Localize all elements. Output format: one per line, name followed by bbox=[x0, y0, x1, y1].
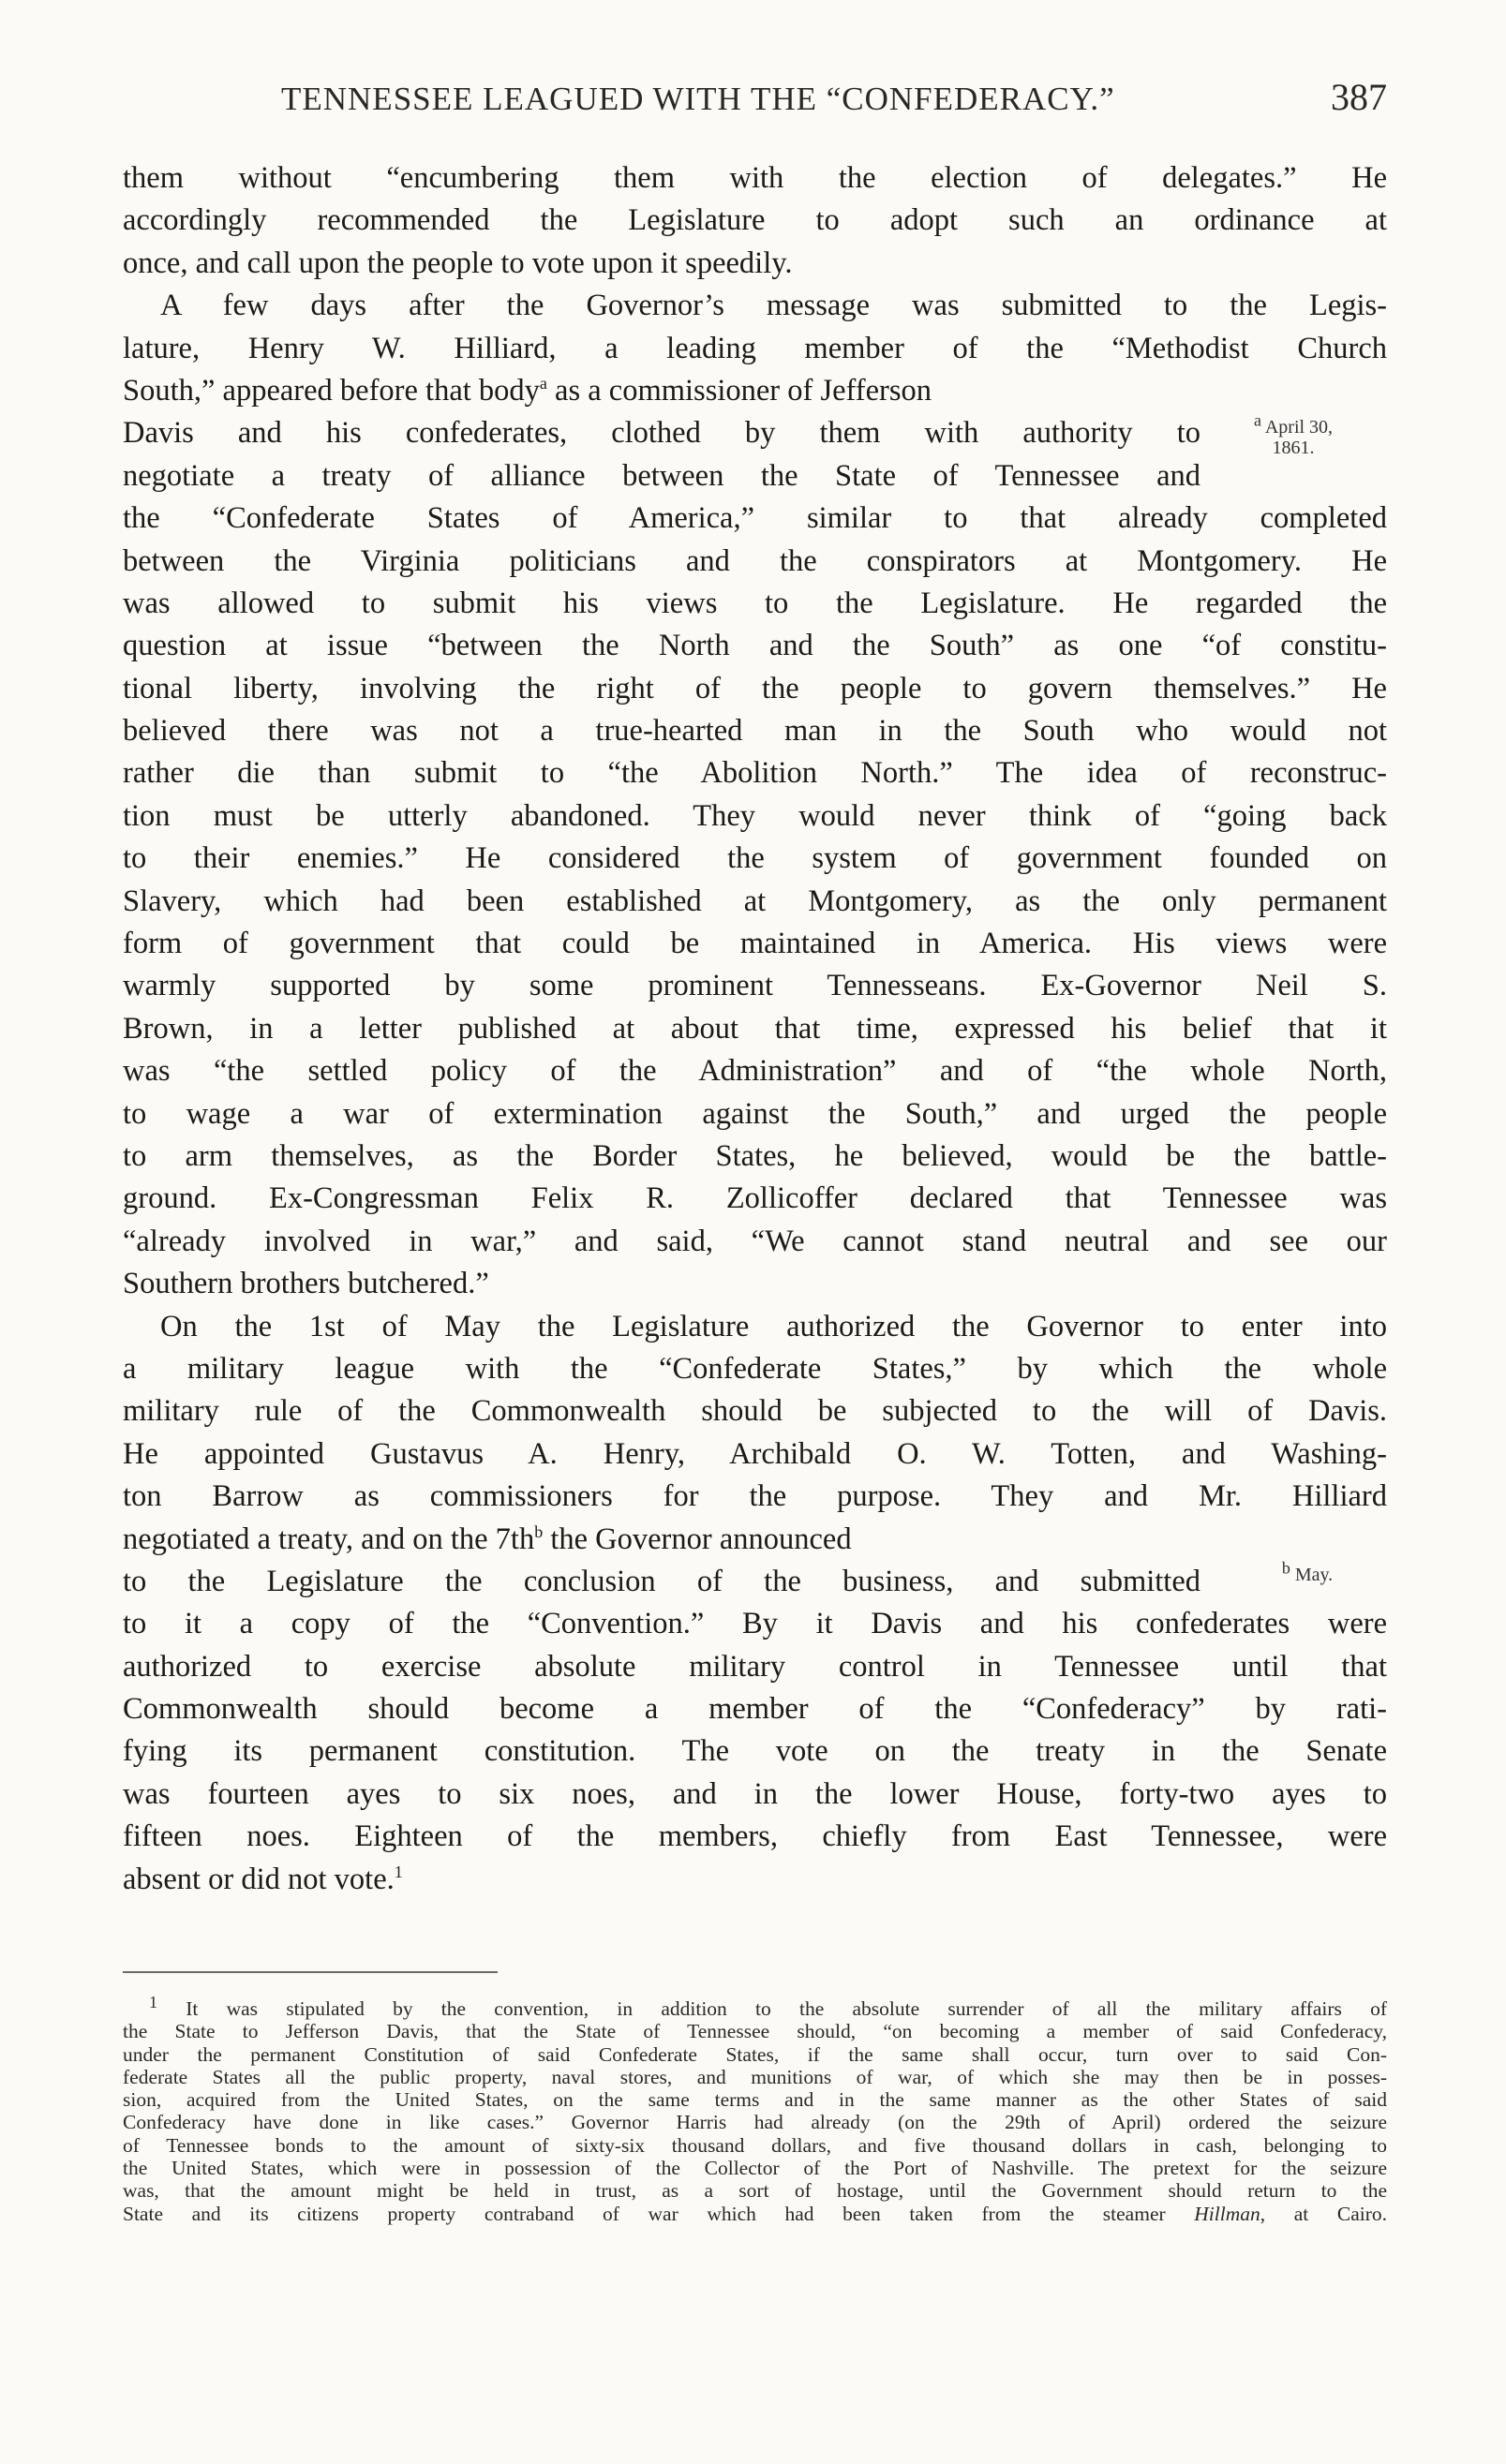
footnote-line: of Tennessee bonds to the amount of sixty-six thousand dollars, and five thousand dollars in cash, belonging to bbox=[123, 2133, 1387, 2157]
text-line: lature, Henry W. Hilliard, a leading member of the “Methodist Church bbox=[123, 331, 1387, 365]
text-line: On the 1st of May the Legislature authorized the Governor to enter into bbox=[160, 1309, 1387, 1343]
footnote-line: was, that the amount might be held in trust, as a sort of hostage, until the Government should return to the bbox=[123, 2179, 1387, 2203]
margin-note-mark-a: a bbox=[1253, 410, 1261, 430]
running-title: TENNESSEE LEAGUED WITH THE “CONFEDERACY.” bbox=[281, 81, 1115, 117]
text-segment: absent or did not vote. bbox=[123, 1862, 395, 1896]
footnote-line: the United States, which were in possession of the Collector of the Port of Nashville. The pretext for the seizure bbox=[123, 2157, 1387, 2180]
footnote-line bbox=[123, 1992, 1388, 2020]
footnote-line bbox=[123, 2203, 1387, 2225]
text-line: fying its permanent constitution. The vote on the treaty in the Senate bbox=[123, 1734, 1387, 1769]
text-line: the “Confederate States of America,” similar to that already completed bbox=[123, 501, 1387, 536]
text-line: a military league with the “Confederate States,” by which the whole bbox=[123, 1351, 1387, 1386]
margin-note-mark-b: b bbox=[1281, 1558, 1290, 1578]
footnote-marker: 1 bbox=[149, 1992, 157, 2011]
footnote-line: under the permanent Constitution of said Confederate States, if the same shall occur, turn over to said Con- bbox=[123, 2042, 1387, 2066]
footnote-line: federate States all the public property, naval stores, and munitions of war, of which she may then be in posses- bbox=[123, 2065, 1387, 2088]
footnote-line: the State to Jefferson Davis, that the State of Tennessee should, “on becoming a member of said Confederacy, bbox=[123, 2020, 1387, 2043]
text-line: was allowed to submit his views to the Legislature. He regarded the bbox=[123, 586, 1387, 620]
text-line bbox=[123, 1859, 1387, 1901]
text-line: A few days after the Governor’s message was submitted to the Legis- bbox=[160, 289, 1387, 323]
text-line: question at issue “between the North and the South” as one “of constitu- bbox=[123, 629, 1387, 663]
text-line: once, and call upon the people to vote upon it speedily. bbox=[123, 245, 793, 280]
margin-note-text-may: May. bbox=[1294, 1565, 1334, 1585]
text-line: military rule of the Commonwealth should be subjected to the will of Davis. bbox=[123, 1394, 1387, 1429]
footnote-line: sion, acquired from the United States, on the same terms and in the same manner as the other States of said bbox=[123, 2088, 1387, 2112]
text-line: to wage a war of extermination against the South,” and urged the people bbox=[123, 1096, 1387, 1131]
text-line: believed there was not a true-hearted man in the South who would not bbox=[123, 714, 1387, 749]
text-line: between the Virginia politicians and the conspirators at Montgomery. He bbox=[123, 543, 1387, 578]
footnote-divider bbox=[123, 1971, 498, 1973]
footnote bbox=[123, 1992, 1388, 2225]
text-line: Commonwealth should become a member of the “Confederacy” by rati- bbox=[123, 1692, 1387, 1727]
text-line: fifteen noes. Eighteen of the members, chiefly from East Tennessee, were bbox=[123, 1819, 1387, 1854]
footnote-ref-1: 1 bbox=[394, 1862, 403, 1881]
text-segment: as a commissioner of Jefferson bbox=[555, 373, 932, 408]
footnote-line: Confederacy have done in like cases.” Governor Harris had already (on the 29th of April) ordered the seizure bbox=[123, 2111, 1387, 2134]
margin-note-text-april: April 30, 1861. bbox=[1264, 417, 1334, 458]
text-segment: the Governor announced bbox=[550, 1521, 852, 1556]
text-segment: South,” appeared before that body bbox=[123, 373, 540, 408]
text-line bbox=[123, 370, 1200, 412]
text-segment: negotiated a treaty, and on the 7th bbox=[123, 1521, 535, 1556]
text-line: rather die than submit to “the Abolition North.” The idea of reconstruc- bbox=[123, 756, 1387, 791]
text-line: ground. Ex-Congressman Felix R. Zollicoffer declared that Tennessee was bbox=[123, 1181, 1387, 1216]
text-line: Slavery, which had been established at Montgomery, as the only permanent bbox=[123, 883, 1387, 918]
text-line: tional liberty, involving the right of the people to govern themselves.” He bbox=[123, 671, 1387, 705]
text-line: to their enemies.” He considered the system of government founded on bbox=[123, 841, 1387, 876]
text-line: ton Barrow as commissioners for the purpose. They and Mr. Hilliard bbox=[123, 1479, 1387, 1514]
text-line: accordingly recommended the Legislature to adopt such an ordinance at bbox=[123, 203, 1387, 238]
text-line: authorized to exercise absolute military control in Tennessee until that bbox=[123, 1649, 1387, 1684]
steamer-name: Hillman bbox=[1194, 2202, 1260, 2225]
text-segment: It was stipulated by the convention, in addition to the absolute surrender of all the military affairs of bbox=[186, 1997, 1388, 2020]
text-line: warmly supported by some prominent Tennesseans. Ex-Governor Neil S. bbox=[123, 969, 1387, 1003]
text-line: Southern brothers butchered.” bbox=[123, 1267, 489, 1301]
text-line: form of government that could be maintained in America. His views were bbox=[123, 927, 1387, 961]
text-line: them without “encumbering them with the election of delegates.” He bbox=[123, 161, 1387, 195]
main-text bbox=[123, 157, 1387, 1901]
text-line: to the Legislature the conclusion of the business, and submitted bbox=[123, 1564, 1200, 1598]
page-number: 387 bbox=[1331, 76, 1387, 118]
footnote-ref-a: a bbox=[539, 374, 547, 393]
text-line: Brown, in a letter published at about that time, expressed his belief that it bbox=[123, 1011, 1387, 1046]
text-line: tion must be utterly abandoned. They would never think of “going back bbox=[123, 798, 1387, 833]
text-line: was “the settled policy of the Administration” and of “the whole North, bbox=[123, 1054, 1387, 1089]
text-line: “already involved in war,” and said, “We cannot stand neutral and see our bbox=[123, 1224, 1387, 1258]
text-line: Davis and his confederates, clothed by them with authority to bbox=[123, 416, 1200, 451]
text-line: He appointed Gustavus A. Henry, Archibald O. W. Totten, and Washing- bbox=[123, 1436, 1387, 1471]
footnote-ref-b: b bbox=[534, 1521, 544, 1541]
text-line bbox=[123, 1519, 1200, 1561]
text-line: to arm themselves, as the Border States, he believed, would be the battle- bbox=[123, 1138, 1387, 1173]
text-line: negotiate a treaty of alliance between the State of Tennessee and bbox=[123, 458, 1200, 493]
text-line: to it a copy of the “Convention.” By it Davis and his confederates were bbox=[123, 1607, 1387, 1641]
text-line: was fourteen ayes to six noes, and in the lower House, forty-two ayes to bbox=[123, 1776, 1387, 1811]
text-segment: , at Cairo. bbox=[1260, 2202, 1387, 2225]
text-segment: State and its citizens property contraband of war which had been taken from the steamer bbox=[123, 2202, 1166, 2225]
